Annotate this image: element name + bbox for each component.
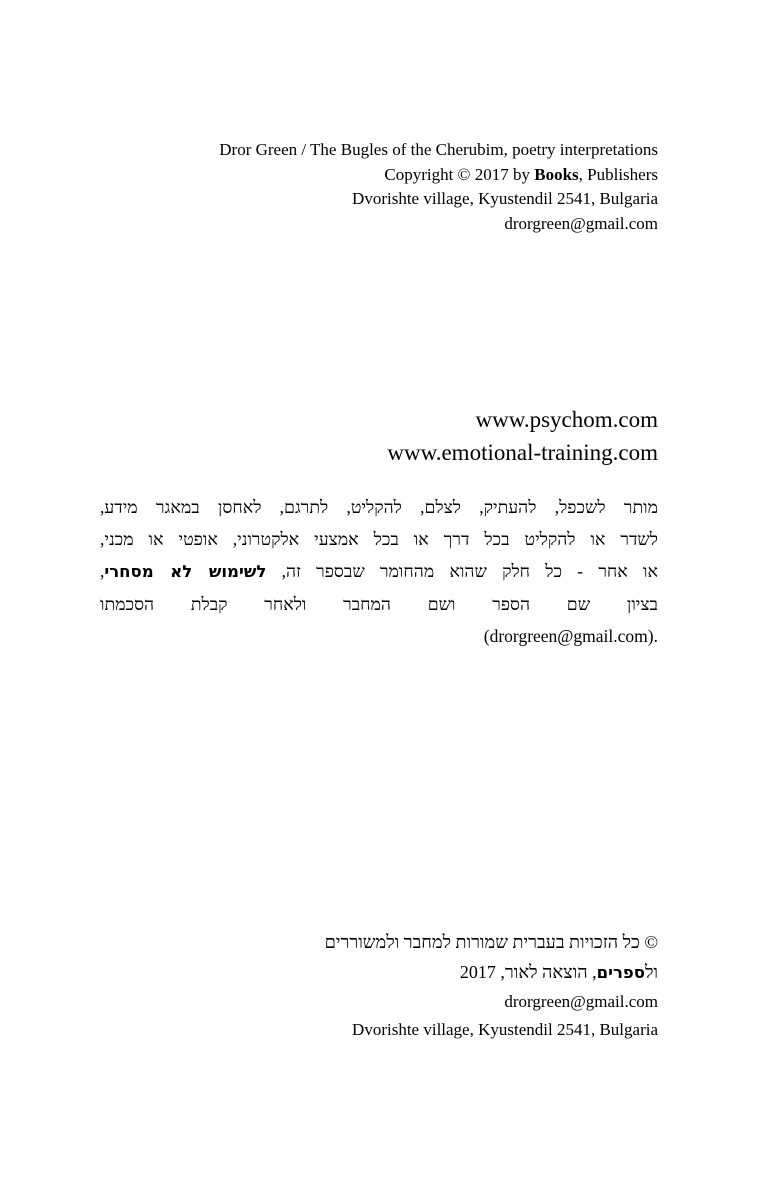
rights-line-5 (100, 620, 658, 652)
rights-line-2: לשדר או להקליט בכל דרך או בכל אמצעי אלקטרוני, אופטי או מכני, (100, 529, 658, 549)
rights-contact-email: (drorgreen@gmail.com). (483, 626, 658, 646)
bottom-address: Dvorishte village, Kyustendil 2541, Bulgaria (352, 1020, 658, 1039)
hebrew-publisher-line (325, 957, 658, 988)
rights-line-1: מותר לשכפל, להעתיק, לצלם, להקליט, לתרגם, לאחסן במאגר מידע, (100, 497, 658, 517)
rights-line-3-comma: , (100, 561, 105, 581)
non-commercial-use: לשימוש לא מסחרי (104, 562, 267, 581)
publisher-suffix: , Publishers (578, 164, 658, 184)
website-emotional-training: www.emotional-training.com (387, 440, 658, 465)
book-title-line: Dror Green / The Bugles of the Cherubim, poetry interpretations (219, 140, 658, 159)
publisher-name: Books (534, 164, 579, 184)
rights-notice-hebrew (100, 491, 658, 652)
copyright-prefix: Copyright © 2017 by (384, 164, 535, 184)
publisher-address: Dvorishte village, Kyustendil 2541, Bulgaria (352, 189, 658, 208)
hebrew-rights-reserved: © כל הזכויות בעברית שמורות למחבר ולמשוררים (324, 932, 658, 952)
imprint-header (219, 138, 658, 236)
publisher-email: drorgreen@gmail.com (504, 213, 658, 233)
website-psychom: www.psychom.com (475, 407, 658, 432)
bottom-email: drorgreen@gmail.com (504, 992, 658, 1011)
rights-line-3 (100, 555, 658, 588)
rights-line-3-text: או אחר - כל חלק שהוא מהחומר שבספר זה, (266, 561, 659, 581)
hebrew-publisher-prefix: ול (644, 962, 658, 982)
copyright-line (219, 163, 658, 188)
hebrew-publisher-suffix: , הוצאה לאור, 2017 (459, 962, 597, 982)
websites (387, 403, 658, 469)
hebrew-publisher-name: ספרים (596, 963, 645, 982)
hebrew-copyright-block (325, 927, 658, 1044)
rights-line-4: בציון שם הספר ושם המחבר ולאחר קבלת הסכמתו (100, 594, 658, 614)
